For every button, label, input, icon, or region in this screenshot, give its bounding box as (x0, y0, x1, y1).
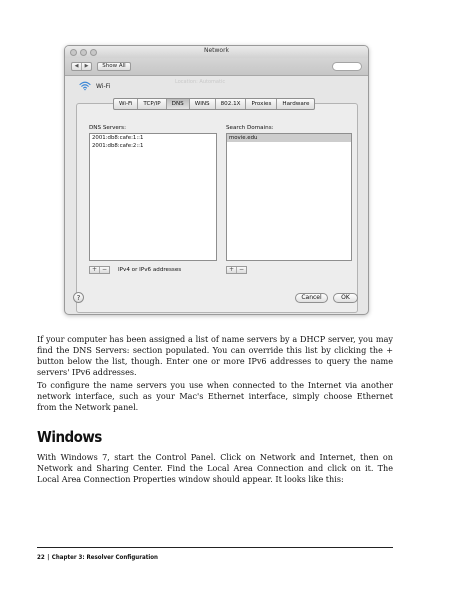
search-domains-add-remove (226, 266, 247, 274)
footer-separator: | (47, 553, 50, 561)
search-domains-label: Search Domains: (226, 125, 274, 131)
add-dns-server-button[interactable]: + (91, 266, 98, 273)
page-number: 22 (37, 553, 45, 561)
toolbar (65, 58, 368, 76)
add-search-domain-button[interactable]: + (228, 266, 235, 273)
dns-servers-list[interactable] (89, 133, 217, 261)
window-content (65, 76, 368, 314)
search-field[interactable] (332, 62, 362, 71)
section-heading: Windows (37, 428, 102, 446)
address-type-hint: IPv4 or IPv6 addresses (118, 267, 182, 273)
tab-wifi[interactable]: Wi-Fi (119, 101, 133, 107)
window-title: Network (203, 47, 230, 54)
show-all-button[interactable]: Show All (97, 62, 131, 71)
interface-name: Wi-Fi (96, 83, 111, 90)
cancel-button[interactable]: Cancel (295, 293, 328, 303)
tab-wins[interactable]: WINS (189, 99, 215, 109)
remove-dns-server-button[interactable]: − (99, 267, 109, 273)
help-button[interactable]: ? (73, 292, 84, 303)
ghost-location-text: Location: Automatic (175, 79, 226, 85)
search-domains-list[interactable] (226, 133, 352, 261)
dns-server-item[interactable]: 2001:db8:cafe:2::1 (92, 143, 144, 149)
tab-dns[interactable]: DNS (166, 99, 189, 109)
dns-servers-add-remove (89, 266, 110, 274)
footer-rule (37, 547, 393, 548)
tab-proxies[interactable]: Proxies (245, 99, 276, 109)
tab-8021x[interactable]: 802.1X (215, 99, 246, 109)
dns-server-item[interactable]: 2001:db8:cafe:1::1 (92, 135, 144, 141)
paragraph-dhcp: If your computer has been assigned a list of name servers by a DHCP server, you may find the DNS Servers: section populated. You can override this list by clicking the + button below the list, though. Enter one or more IPv6 addresses to query the name servers' IPv6 addresses. (37, 334, 393, 377)
network-window (64, 45, 369, 315)
paragraph-ethernet: To configure the name servers you use when connected to the Internet via another network interface, such as your Mac's Ethernet interface, simply choose Ethernet from the Network panel. (37, 380, 393, 412)
settings-tabs (113, 98, 315, 110)
back-arrow-icon[interactable]: ◀ (74, 63, 79, 69)
paragraph-windows: With Windows 7, start the Control Panel. Click on Network and Internet, then on Network and Sharing Center. Find the Local Area Connection and click on it. The Local Area Connection Properties window should appear. It looks like this: (37, 452, 393, 484)
title-bar (65, 46, 368, 58)
ok-button[interactable]: OK (333, 293, 358, 303)
search-domain-item[interactable]: movie.edu (227, 134, 351, 142)
tab-hardware[interactable]: Hardware (276, 99, 314, 109)
dns-servers-label: DNS Servers: (89, 125, 126, 131)
wifi-icon (79, 81, 91, 91)
chapter-title: Chapter 3: Resolver Configuration (51, 553, 158, 561)
back-forward-control[interactable] (71, 62, 92, 71)
forward-arrow-icon[interactable]: ▶ (81, 63, 91, 70)
remove-search-domain-button[interactable]: − (236, 267, 246, 273)
page-footer (37, 553, 158, 561)
tab-tcp-ip[interactable]: TCP/IP (137, 99, 165, 109)
